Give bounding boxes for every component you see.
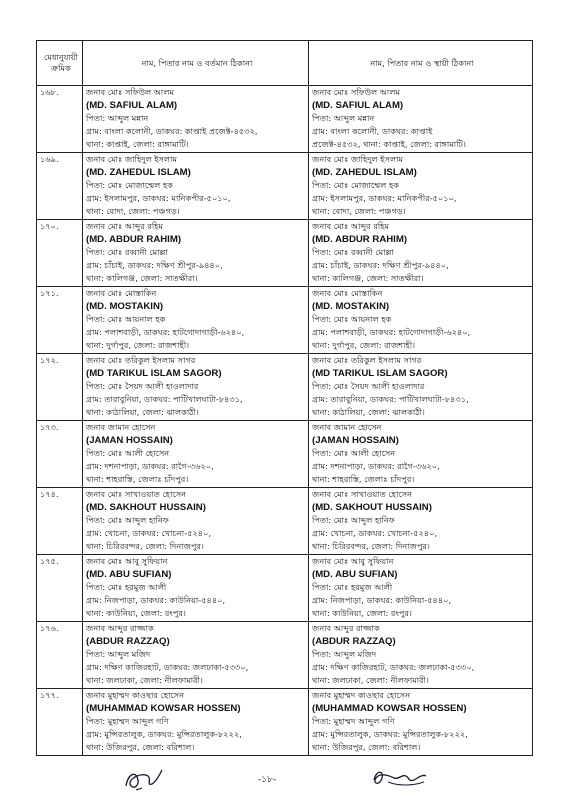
- address-line: থানা: কাঠালিয়া, জেলা: ঝালকাঠী।: [312, 407, 425, 418]
- permanent-address-cell: [309, 689, 533, 756]
- address-line: গ্রাম: ইসলামপুর, ডাকঘর: মানিকপীর-৫০১০,: [86, 193, 231, 204]
- serial-cell: ১৭৪.: [37, 488, 83, 555]
- english-name-line: (MD TARIKUL ISLAM SAGOR): [86, 368, 222, 380]
- permanent-address-cell: [309, 354, 533, 421]
- address-line: থানা: বোদা, জেলা: পঞ্চগড়।: [312, 206, 406, 217]
- english-name-line: (MD. ABDUR RAHIM): [312, 234, 408, 246]
- address-line: গ্রাম: দক্ষিণ কাজিরহাট, ডাকঘর: জলঢাকা-৫৩৩০,: [86, 662, 249, 673]
- english-name-line: (JAMAN HOSSAIN): [312, 435, 399, 447]
- name-line: জনাব মোঃ আবু সুফিয়ান: [312, 556, 394, 566]
- permanent-address-cell: [309, 220, 533, 287]
- table-row: [37, 287, 533, 354]
- father-name-line: পিতা: মোঃ আলী হোসেন: [86, 448, 170, 459]
- father-name-line: পিতা: মোঃ হরমুজ আলী: [86, 582, 167, 593]
- address-line: থানা: কাপ্তাই, জেলা: রাঙ্গামাটি।: [86, 139, 189, 150]
- present-address-cell: [83, 421, 309, 488]
- address-line: গ্রাম: তারাবুনিয়া, ডাকঘর: পাটিখালঘাটা-৮৪৩১,: [86, 394, 243, 405]
- father-name-line: পিতা: আব্দুল মজিদ: [86, 649, 151, 660]
- table-header-row: [37, 41, 533, 86]
- english-name-line: (ABDUR RAZZAQ): [312, 636, 396, 648]
- name-line: জনাব জামান হোসেন: [312, 422, 382, 432]
- address-line: গ্রাম: চাঁচাই, ডাকঘর: দক্ষিণ শ্রীপুর-৯৪৪০,: [312, 260, 449, 271]
- serial-cell: ১৭১.: [37, 287, 83, 354]
- name-line: জনাব মোঃ আব্দুর রহিম: [86, 221, 164, 231]
- address-line: গ্রাম: খোচনা, ডাকঘর: খোচনা-৫২৪০,: [312, 528, 438, 539]
- address-line: থানা: দুর্গাপুর, জেলা: রাজশাহী।: [86, 340, 190, 351]
- permanent-address-cell: [309, 622, 533, 689]
- present-address-cell: [83, 622, 309, 689]
- english-name-line: (MD. SAFIUL ALAM): [312, 100, 404, 112]
- serial-cell: ১৬৮.: [37, 86, 83, 153]
- address-line: থানা: দুর্গাপুর, জেলা: রাজশাহী।: [312, 340, 416, 351]
- english-name-line: (MD TARIKUL ISLAM SAGOR): [312, 368, 448, 380]
- father-name-line: পিতা: মোঃ সৈয়দ আলী হাওলাদার: [86, 381, 199, 392]
- address-line: থানা: কালিগঞ্জ, জেলা: সাতক্ষীরা।: [86, 273, 198, 284]
- permanent-address-cell: [309, 421, 533, 488]
- permanent-address-header: নাম, পিতার নাম ও স্থায়ী ঠিকানা: [309, 41, 533, 86]
- table-row: [37, 86, 533, 153]
- name-line: জনাব আব্দুর রাজ্জাক: [86, 623, 154, 633]
- serial-cell: ১৭৩.: [37, 421, 83, 488]
- address-line: থানা: শাহরাস্তি, জেলাঃ চাঁদপুর।: [86, 474, 189, 485]
- father-name-line: পিতা: মুহাম্মদ আব্দুল গণি: [312, 716, 395, 727]
- address-line: গ্রাম: নিজপাড়া, ডাকঘর: কাউনিয়া-৫৪৪০,: [312, 595, 452, 606]
- address-line: গ্রাম: বাংলা কলোনী, ডাকঘর: কাপ্তাই: [312, 126, 433, 137]
- present-address-cell: [83, 153, 309, 220]
- father-name-line: পিতা: আব্দুল মন্নান: [86, 113, 149, 124]
- father-name-line: পিতা: মোঃ আব্দুল হানিফ: [86, 515, 169, 526]
- father-name-line: পিতা: মোঃ আলী হোসেন: [312, 448, 396, 459]
- address-line: থানা: শাহরাস্তি, জেলাঃ চাঁদপুর।: [312, 474, 415, 485]
- serial-cell: ১৬৯.: [37, 153, 83, 220]
- name-line: জনাব মোঃ মোস্তাকিন: [86, 288, 157, 298]
- permanent-address-cell: [309, 488, 533, 555]
- name-line: জনাব মোঃ সফিউল আলম: [86, 87, 174, 97]
- address-line: গ্রাম: তারাবুনিয়া, ডাকঘর: পাটিখালঘাটা-৮৪৩১,: [312, 394, 469, 405]
- address-line: গ্রাম: দক্ষিণ কাজিরহাট, ডাকঘর: জলঢাকা-৫৩৩০,: [312, 662, 475, 673]
- address-line: গ্রাম: খোচনা, ডাকঘর: খোচনা-৫২৪০,: [86, 528, 212, 539]
- page-footer: [0, 760, 566, 800]
- father-name-line: পিতা: মোঃ আব্দুল হানিফ: [312, 515, 395, 526]
- present-address-cell: [83, 354, 309, 421]
- serial-cell: ১৭৬.: [37, 622, 83, 689]
- address-line: থানা: উজিরপুর, জেলা: বরিশাল।: [86, 742, 195, 753]
- english-name-line: (JAMAN HOSSAIN): [86, 435, 173, 447]
- permanent-address-cell: [309, 287, 533, 354]
- address-line: প্রজেক্ট-৪৫৩২, থানা: কাপ্তাই, জেলা: রাঙ্গামাটি।: [312, 139, 466, 150]
- present-address-cell: [83, 555, 309, 622]
- present-address-cell: [83, 689, 309, 756]
- father-name-line: পিতা: মোঃ আয়নাল হক: [86, 314, 166, 325]
- address-line: গ্রাম: পলাশবাড়ী, ডাকঘর: হাটগোদাগাড়ী-৬২৪০,: [312, 327, 471, 338]
- address-line: গ্রাম: মুন্সিরতালুক, ডাকঘর: মুন্সিরতালুক-৮২২২,: [86, 729, 242, 740]
- table-row: [37, 153, 533, 220]
- name-line: জনাব মোঃ আব্দুর রহিম: [312, 221, 390, 231]
- present-address-cell: [83, 220, 309, 287]
- english-name-line: (MD. MOSTAKIN): [86, 301, 164, 313]
- table-body: [37, 86, 533, 756]
- serial-cell: ১৭২.: [37, 354, 83, 421]
- name-line: জনাব মোঃ মোস্তাকিন: [312, 288, 383, 298]
- english-name-line: (MD. ZAHEDUL ISLAM): [86, 167, 191, 179]
- english-name-line: (MD. ABDUR RAHIM): [86, 234, 182, 246]
- permanent-address-cell: [309, 153, 533, 220]
- name-line: জনাব মুহাম্মদ কাওছার হোসেন: [312, 690, 411, 700]
- present-address-cell: [83, 287, 309, 354]
- serial-cell: ১৭০.: [37, 220, 83, 287]
- father-name-line: পিতা: আব্দুল মজিদ: [312, 649, 377, 660]
- table-row: [37, 421, 533, 488]
- permanent-address-cell: [309, 555, 533, 622]
- english-name-line: (MD. ABU SUFIAN): [86, 569, 172, 581]
- table-row: [37, 555, 533, 622]
- address-line: গ্রাম: ইসলামপুর, ডাকঘর: মানিকপীর-৫০১০,: [312, 193, 457, 204]
- permanent-address-cell: [309, 86, 533, 153]
- signature-left: [118, 760, 168, 796]
- father-name-line: পিতা: মোঃ রব্বানী মোল্লা: [86, 247, 168, 258]
- father-name-line: পিতা: মোঃ মোজাম্মেল হক: [86, 180, 174, 191]
- english-name-line: (MUHAMMAD KOWSAR HOSSEN): [312, 703, 467, 715]
- english-name-line: (MD. MOSTAKIN): [312, 301, 390, 313]
- page-number: -১৮-: [258, 775, 277, 785]
- address-line: থানা: বোদা, জেলা: পঞ্চগড়।: [86, 206, 180, 217]
- father-name-line: পিতা: মুহাম্মদ আব্দুল গণি: [86, 716, 169, 727]
- address-line: গ্রাম: দশনাপাড়া, ডাকঘর: রাগৈ-৩৬২০,: [312, 461, 440, 472]
- father-name-line: পিতা: মোঃ আয়নাল হক: [312, 314, 392, 325]
- address-line: থানা: জলঢাকা, জেলা: নীলফামারী।: [86, 675, 203, 686]
- candidate-table: [36, 40, 533, 756]
- father-name-line: পিতা: মোঃ সৈয়দ আলী হাওলাদার: [312, 381, 425, 392]
- present-address-cell: [83, 86, 309, 153]
- table-row: [37, 622, 533, 689]
- english-name-line: (MD. SAKHOUT HUSSAIN): [312, 502, 432, 514]
- serial-header: মেধানুযায়ী ক্রমিক: [37, 41, 83, 86]
- english-name-line: (MD. SAKHOUT HUSSAIN): [86, 502, 206, 514]
- name-line: জনাব মোঃ সাখাওয়াত হোসেন: [312, 489, 413, 499]
- table-row: [37, 488, 533, 555]
- english-name-line: (ABDUR RAZZAQ): [86, 636, 170, 648]
- present-address-cell: [83, 488, 309, 555]
- address-line: থানা: উজিরপুর, জেলা: বরিশাল।: [312, 742, 421, 753]
- address-line: থানা: চিরিরবন্দর, জেলা: দিনাজপুর।: [86, 541, 204, 552]
- address-line: থানা: কাউনিয়া, জেলা: রংপুর।: [312, 608, 412, 619]
- name-line: জনাব মোঃ আবু সুফিয়ান: [86, 556, 168, 566]
- english-name-line: (MUHAMMAD KOWSAR HOSSEN): [86, 703, 241, 715]
- name-line: জনাব মোঃ সাখাওয়াত হোসেন: [86, 489, 187, 499]
- father-name-line: পিতা: আব্দুল মন্নান: [312, 113, 375, 124]
- table-row: [37, 689, 533, 756]
- table-row: [37, 354, 533, 421]
- address-line: থানা: কাউনিয়া, জেলা: রংপুর।: [86, 608, 186, 619]
- table-row: [37, 220, 533, 287]
- name-line: জনাব মোঃ তরিকুল ইসলাম সাগর: [86, 355, 196, 365]
- english-name-line: (MD. SAFIUL ALAM): [86, 100, 178, 112]
- name-line: জনাব মোঃ জাহিদুল ইসলাম: [312, 154, 403, 164]
- english-name-line: (MD. ABU SUFIAN): [312, 569, 398, 581]
- address-line: গ্রাম: নিজপাড়া, ডাকঘর: কাউনিয়া-৫৪৪০,: [86, 595, 226, 606]
- address-line: থানা: কাঠালিয়া, জেলা: ঝালকাঠী।: [86, 407, 199, 418]
- address-line: গ্রাম: দশনাপাড়া, ডাকঘর: রাগৈ-৩৬২০,: [86, 461, 214, 472]
- name-line: জনাব মোঃ তরিকুল ইসলাম সাগর: [312, 355, 422, 365]
- address-line: গ্রাম: চাঁচাই, ডাকঘর: দক্ষিণ শ্রীপুর-৯৪৪০,: [86, 260, 223, 271]
- name-line: জনাব আব্দুর রাজ্জাক: [312, 623, 380, 633]
- serial-cell: ১৭৭.: [37, 689, 83, 756]
- father-name-line: পিতা: মোঃ হরমুজ আলী: [312, 582, 393, 593]
- address-line: গ্রাম: বাংলা কলোনী, ডাকঘর: কাপ্তাই প্রজেক্ট-৪৫৩২,: [86, 126, 258, 137]
- serial-cell: ১৭৫.: [37, 555, 83, 622]
- father-name-line: পিতা: মোঃ মোজাম্মেল হক: [312, 180, 400, 191]
- address-line: থানা: জলঢাকা, জেলা: নীলফামারী।: [312, 675, 429, 686]
- name-line: জনাব মোঃ জাহিদুল ইসলাম: [86, 154, 177, 164]
- english-name-line: (MD. ZAHEDUL ISLAM): [312, 167, 417, 179]
- name-line: জনাব মোঃ সফিউল আলম: [312, 87, 400, 97]
- present-address-header: নাম, পিতার নাম ও বর্তমান ঠিকানা: [83, 41, 309, 86]
- address-line: থানা: কালিগঞ্জ, জেলা: সাতক্ষীরা।: [312, 273, 424, 284]
- name-line: জনাব জামান হোসেন: [86, 422, 156, 432]
- name-line: জনাব মুহাম্মদ কাওছার হোসেন: [86, 690, 185, 700]
- father-name-line: পিতা: মোঃ রব্বানী মোল্লা: [312, 247, 394, 258]
- address-line: গ্রাম: পলাশবাড়ী, ডাকঘর: হাটগোদাগাড়ী-৬২৪০,: [86, 327, 245, 338]
- signature-right: [368, 762, 432, 792]
- address-line: গ্রাম: মুন্সিরতালুক, ডাকঘর: মুন্সিরতালুক-৮২২২,: [312, 729, 468, 740]
- address-line: থানা: চিরিরবন্দর, জেলা: দিনাজপুর।: [312, 541, 430, 552]
